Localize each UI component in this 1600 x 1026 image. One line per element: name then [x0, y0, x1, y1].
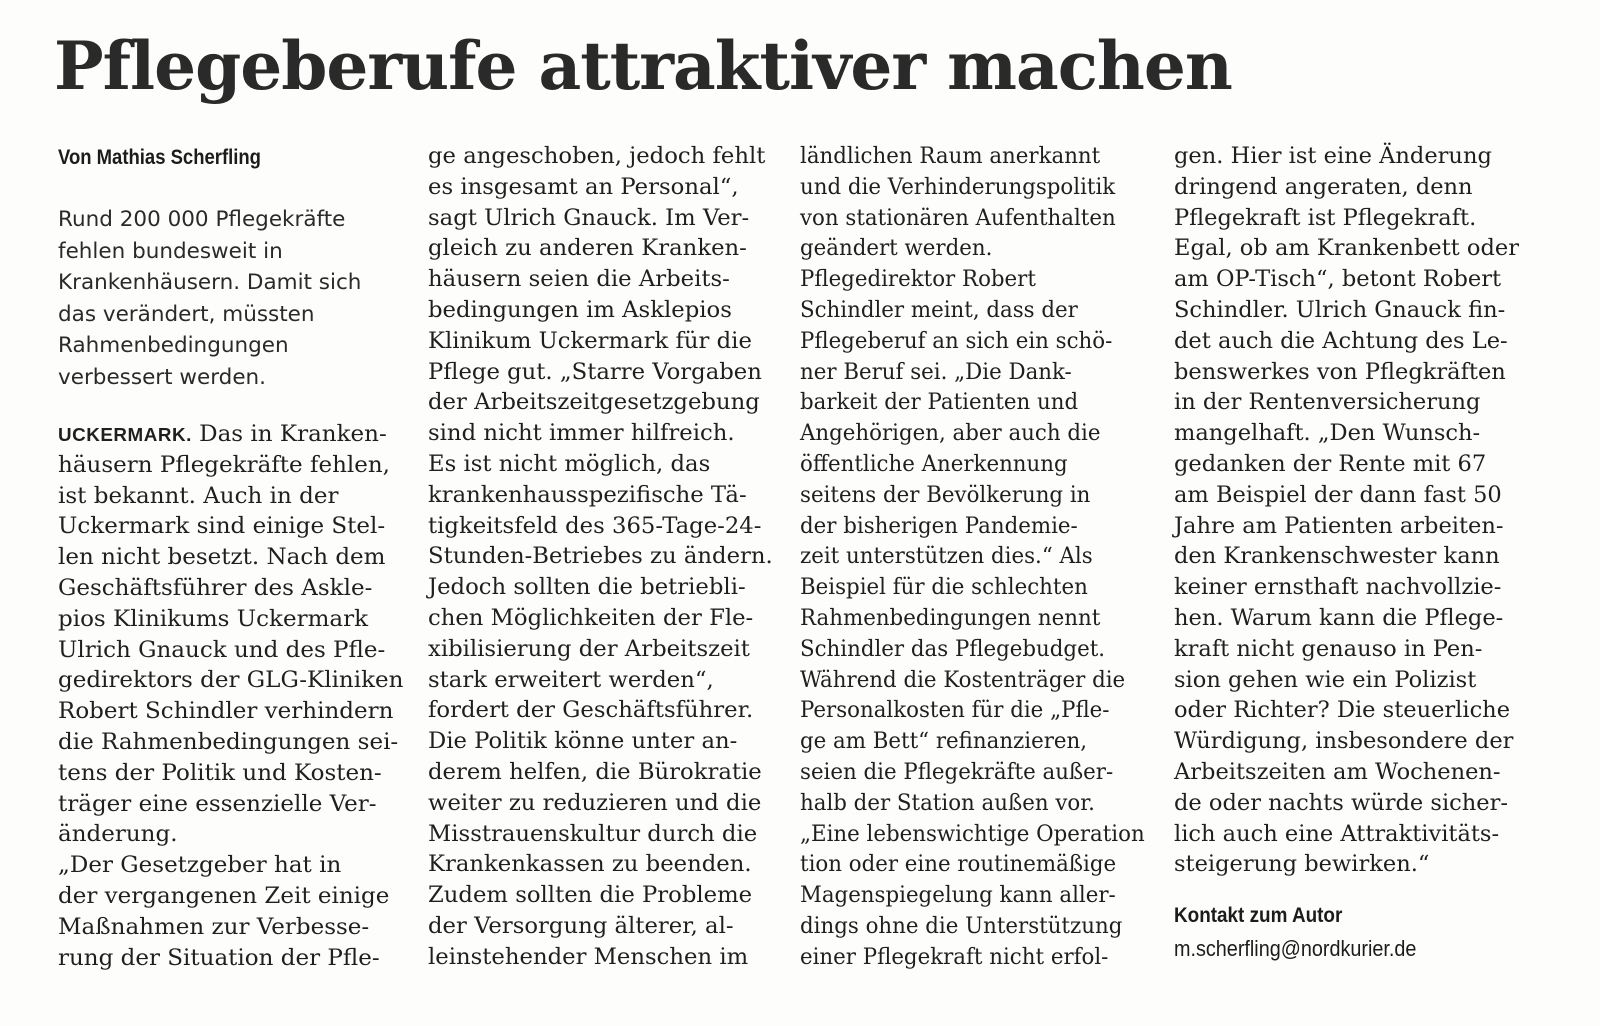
teaser-line: Rahmenbedingungen: [58, 333, 289, 359]
article-line: Ulrich Gnauck und des Pfle-: [58, 637, 386, 663]
teaser: [58, 204, 418, 394]
article-line: träger eine essenzielle Ver-: [58, 791, 377, 817]
article-line: de oder nachts würde sicher-: [1174, 790, 1508, 816]
article-line: Krankenkassen zu beenden.: [428, 852, 752, 878]
article-line: [58, 420, 403, 451]
article-line: Geschäftsführer des Askle-: [58, 575, 373, 601]
teaser-line: das verändert, müssten: [58, 301, 315, 327]
article-line: ländlichen Raum anerkannt: [800, 144, 1101, 169]
article-line: Würdigung, insbesondere der: [1174, 729, 1514, 755]
article-line: kraft nicht genauso in Pen-: [1174, 636, 1483, 662]
article-line: Magenspiegelung kann aller-: [800, 883, 1116, 909]
article-line: tion oder eine routinemäßige: [800, 852, 1117, 878]
article-line: fordert der Geschäftsführer.: [428, 698, 754, 724]
article-line: der Versorgung älterer, al-: [428, 913, 734, 939]
contact-label: Kontakt zum Autor: [1174, 904, 1343, 927]
article-column-3: [800, 142, 1156, 974]
article-line: dings ohne die Unterstützung: [800, 913, 1123, 939]
article-line: ner Beruf sei. „Die Dank-: [800, 359, 1072, 385]
article-line: Egal, ob am Krankenbett oder: [1174, 236, 1519, 262]
article-line: am Beispiel der dann fast 50: [1174, 482, 1502, 508]
article-line: Pflegeberuf an sich ein schö-: [800, 328, 1113, 354]
headline: Pflegeberufe attraktiver machen: [54, 27, 1232, 105]
teaser-line: fehlen bundesweit in: [58, 238, 283, 264]
article-line: „Eine lebenswichtige Operation: [800, 821, 1145, 847]
article-line: keiner ernsthaft nachvollzie-: [1174, 575, 1502, 601]
article-line: stark erweitert werden“,: [428, 667, 714, 693]
article-line: von stationären Aufenthalten: [800, 205, 1116, 231]
article-line: hen. Warum kann die Pflege-: [1174, 605, 1504, 631]
article-line: weiter zu reduzieren und die: [428, 790, 762, 816]
article-line: Pflegedirektor Robert: [800, 267, 1036, 293]
article-line: halb der Station außen vor.: [800, 790, 1095, 816]
article-line: gleich zu anderen Kranken-: [428, 236, 747, 262]
article-line: pios Klinikums Uckermark: [58, 606, 369, 632]
article-line: der bisherigen Pandemie-: [800, 513, 1078, 539]
article-line: tigkeitsfeld des 365-Tage-24-: [428, 513, 762, 539]
article-line: öffentliche Anerkennung: [800, 451, 1068, 477]
article-line: Uckermark sind einige Stel-: [58, 514, 386, 540]
article-line: ge angeschoben, jedoch fehlt: [428, 144, 766, 169]
article-line: den Krankenschwester kann: [1174, 544, 1500, 570]
article-line: Schindler meint, dass der: [800, 297, 1078, 323]
article-line: det auch die Achtung des Le-: [1174, 328, 1508, 354]
article-line: gedirektors der GLG-Kliniken: [58, 668, 404, 694]
article-line: Personalkosten für die „Pfle-: [800, 698, 1110, 724]
article-line: Jahre am Patienten arbeiten-: [1174, 513, 1504, 539]
article-column-2: [428, 142, 773, 974]
article-line: derem helfen, die Bürokratie: [428, 759, 762, 785]
article-line: sagt Ulrich Gnauck. Im Ver-: [428, 205, 750, 231]
article-line: es insgesamt an Personal“,: [428, 174, 739, 200]
article-line: krankenhausspezifische Tä-: [428, 482, 747, 508]
article-line: änderung.: [58, 822, 178, 848]
article-line: Die Politik könne unter an-: [428, 729, 738, 755]
teaser-line: Rund 200 000 Pflegekräfte: [58, 207, 346, 232]
article-line: Misstrauenskultur durch die: [428, 821, 758, 847]
article-line: rung der Situation der Pfle-: [58, 945, 380, 971]
teaser-line: Krankenhäusern. Damit sich: [58, 270, 362, 296]
article-column-1: [58, 420, 404, 974]
dateline: UCKERMARK.: [58, 425, 192, 445]
article-line: Robert Schindler verhindern: [58, 699, 394, 725]
article-line: xibilisierung der Arbeitszeit: [428, 636, 750, 662]
contact-email[interactable]: m.scherfling@nordkurier.de: [1174, 936, 1417, 961]
article-line: ist bekannt. Auch in der: [58, 483, 339, 509]
article-line: steigerung bewirken.“: [1174, 852, 1430, 878]
article-line: Zudem sollten die Probleme: [428, 883, 753, 909]
article-line: Angehörigen, aber auch die: [800, 421, 1101, 447]
article-line: am OP-Tisch“, betont Robert: [1174, 267, 1502, 293]
article-line: sion gehen wie ein Polizist: [1174, 667, 1477, 693]
article-line: Jedoch sollten die betriebli-: [428, 575, 746, 601]
article-line: barkeit der Patienten und: [800, 390, 1079, 416]
article-line: Schindler. Ulrich Gnauck fin-: [1174, 297, 1506, 323]
article-line: einer Pflegekraft nicht erfol-: [800, 944, 1109, 970]
article-line: geändert werden.: [800, 236, 993, 262]
article-column-4: [1174, 142, 1519, 881]
article-line: in der Rentenversicherung: [1174, 390, 1481, 416]
article-line: seitens der Bevölkerung in: [800, 482, 1091, 508]
article-line: mangelhaft. „Den Wunsch-: [1174, 421, 1481, 447]
article-line: Rahmenbedingungen nennt: [800, 605, 1101, 631]
article-line: lich auch eine Attraktivitäts-: [1174, 821, 1500, 847]
article-line: Stunden-Betriebes zu ändern.: [428, 544, 773, 570]
article-line: gen. Hier ist eine Änderung: [1174, 144, 1492, 169]
article-line: Klinikum Uckermark für die: [428, 328, 752, 354]
article-line: die Rahmenbedingungen sei-: [58, 729, 399, 755]
article-line: Pflegekraft ist Pflegekraft.: [1174, 205, 1477, 231]
article-line: dringend angeraten, denn: [1174, 174, 1473, 200]
byline: Von Mathias Scherfling: [58, 146, 261, 169]
article-line: der vergangenen Zeit einige: [58, 883, 390, 909]
article-line: ge am Bett“ refinanzieren,: [800, 729, 1088, 755]
article-line: seien die Pflegekräfte außer-: [800, 759, 1114, 785]
article-line: Schindler das Pflegebudget.: [800, 636, 1106, 662]
article-line: leinstehender Menschen im: [428, 944, 749, 970]
article-line: gedanken der Rente mit 67: [1174, 451, 1487, 477]
article-line: Arbeitszeiten am Wochenen-: [1174, 759, 1501, 785]
article-line: bedingungen im Asklepios: [428, 297, 732, 323]
article-line: tens der Politik und Kosten-: [58, 760, 382, 786]
article-line: „Der Gesetzgeber hat in: [58, 853, 342, 879]
article-line: häusern seien die Arbeits-: [428, 267, 730, 293]
article-line: häusern Pflegekräfte fehlen,: [58, 452, 391, 478]
article-line: Pflege gut. „Starre Vorgaben: [428, 359, 762, 385]
article-line: Es ist nicht möglich, das: [428, 451, 711, 477]
article-line: der Arbeitszeitgesetzgebung: [428, 390, 760, 416]
article-line: Maßnahmen zur Verbesse-: [58, 914, 370, 940]
article-line: benswerkes von Pflegkräften: [1174, 359, 1506, 385]
article-line: Während die Kostenträger die: [800, 667, 1126, 693]
article-line: und die Verhinderungspolitik: [800, 174, 1116, 200]
article-line-text: Das in Kranken-: [191, 422, 387, 447]
article-line: zeit unterstützen dies.“ Als: [800, 544, 1093, 570]
article-line: len nicht besetzt. Nach dem: [58, 545, 386, 571]
article-line: sind nicht immer hilfreich.: [428, 421, 735, 447]
article-line: oder Richter? Die steuerliche: [1174, 698, 1511, 724]
teaser-line: verbessert werden.: [58, 364, 267, 390]
article-line: chen Möglichkeiten der Fle-: [428, 605, 754, 631]
article-line: Beispiel für die schlechten: [800, 575, 1088, 601]
